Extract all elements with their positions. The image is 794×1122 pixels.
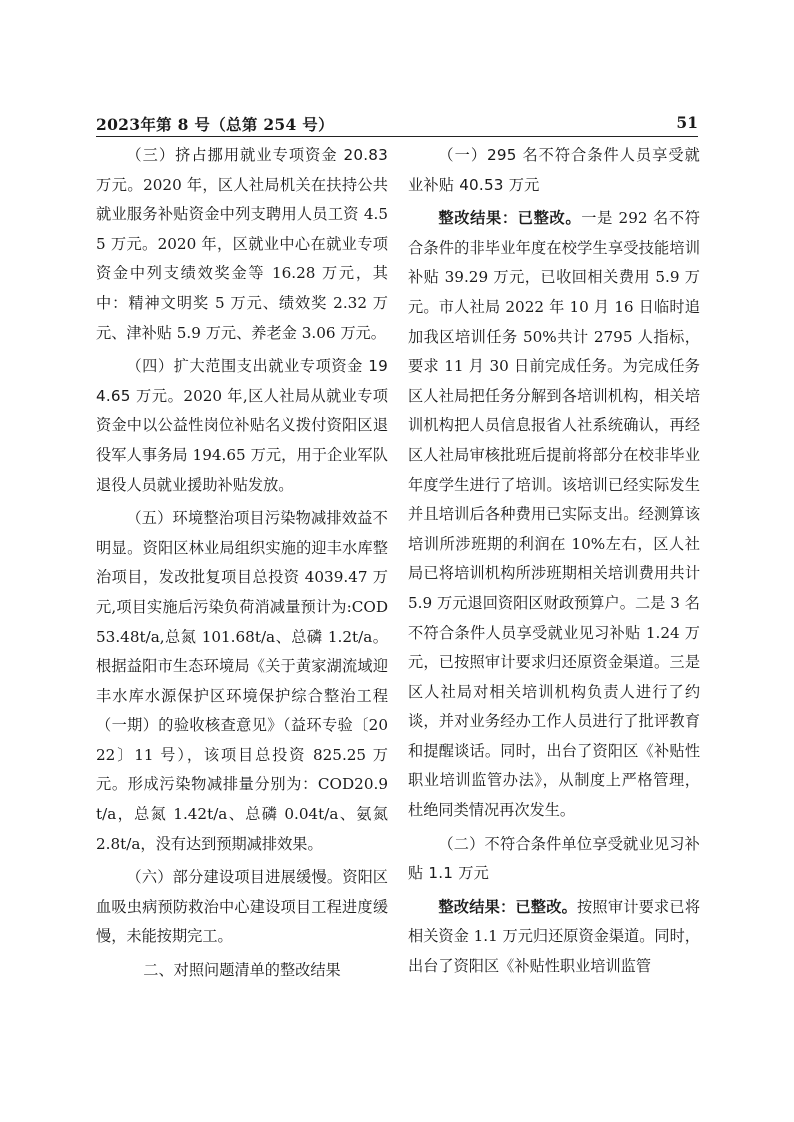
paragraph <box>96 352 388 500</box>
paragraph-body: 资阳区林业局组织实施的迎丰水库整治项目，发改批复项目总投资 4039.47 万元,项目实施后污染负荷消减量预计为:COD53.48t/a,总氮 101.68t/a、总磷 1.2t/a。根据益阳市生态环境局《关于黄家湖流域迎丰水库水源保护区环境保护综合整治工程（一期）的验收核查意见》（益环专验〔2022〕11 号），该项目总投资 825.25 万元。形成污染物减排量分别为：COD20.9t/a，总氮 1.42t/a、总磷 0.04t/a、氨氮 2.8t/a，没有达到预期减排效果。 <box>96 538 388 853</box>
subsection-title: （二）不符合条件单位享受就业见习补贴 1.1 万元 <box>408 834 700 883</box>
paragraph <box>408 204 700 825</box>
paragraph-body: 2020 年,区人社局从就业专项资金中以公益性岗位补贴名义拨付资阳区退役军人事务局 194.65 万元，用于企业军队退役人员就业援助补贴发放。 <box>96 386 388 494</box>
right-column <box>408 141 700 986</box>
paragraph <box>408 893 700 982</box>
paragraph-title: （三）挤占挪用就业专项资金 20.83 万元。 <box>96 146 388 194</box>
paragraph <box>96 141 388 348</box>
paragraph-title: （六）部分建设项目进展缓慢。 <box>126 868 343 887</box>
left-column <box>96 141 388 990</box>
subsection-title: （一）295 名不符合条件人员享受就业补贴 40.53 万元 <box>408 146 700 194</box>
paragraph-title: （五）环境整治项目污染物减排效益不明显。 <box>96 509 388 557</box>
issue-label: 2023年第 8 号（总第 254 号） <box>96 115 334 134</box>
result-label: 整改结果：已整改。 <box>438 209 582 228</box>
section-heading: 二、对照问题清单的整改结果 <box>143 961 341 980</box>
page-header <box>96 113 698 133</box>
page-number: 51 <box>676 113 698 132</box>
paragraph <box>96 504 388 859</box>
paragraph-body: 一是 292 名不符合条件的非毕业年度在校学生享受技能培训补贴 39.29 万元，已收回相关费用 5.9 万元。市人社局 2022 年 10 月 16 日临时追加我区培训任务 50%共计 2795 人指标，要求 11 月 30 日前完成任务。为完成任务区人社局把任务分解到各培训机构，相关培训机构把人员信息报省人社系统确认，再经区人社局审核批班后提前将部分在校非毕业年度学生进行了培训。该培训已经实际发生并且培训后各种费用已实际支出。经测算该培训所涉班期的利润在 10%左右，区人社局已将培训机构所涉班期相关培训费用共计 5.9 万元退回资阳区财政预算户。二是 3 名不符合条件人员享受就业见习补贴 1.24 万元，已按照审计要求归还原资金渠道。三是区人社局对相关培训机构负责人进行了约谈，并对业务经办工作人员进行了批评教育和提醒谈话。同时，出台了资阳区《补贴性职业培训监管办法》，从制度上严格管理，杜绝同类情况再次发生。 <box>408 209 700 820</box>
paragraph-title: （四）扩大范围支出就业专项资金 194.65 万元。 <box>96 357 388 405</box>
result-label: 整改结果：已整改。 <box>438 897 578 916</box>
paragraph-body: 按照审计要求已将相关资金 1.1 万元归还原资金渠道。同时，出台了资阳区《补贴性职业培训监管 <box>408 897 701 976</box>
paragraph-body: 2020 年，区人社局机关在扶持公共就业服务补贴资金中列支聘用人员工资 4.55 万元。2020 年，区就业中心在就业专项资金中列支绩效奖金等 16.28 万元，其中：精神文明奖 5 万元、绩效奖 2.32 万元、津补贴 5.9 万元、养老金 3.06 万元。 <box>96 175 388 342</box>
paragraph-body: 资阳区血吸虫病预防救治中心建设项目工程进度缓慢，未能按期完工。 <box>96 868 388 946</box>
paragraph <box>96 863 388 952</box>
header-rule <box>96 136 698 137</box>
